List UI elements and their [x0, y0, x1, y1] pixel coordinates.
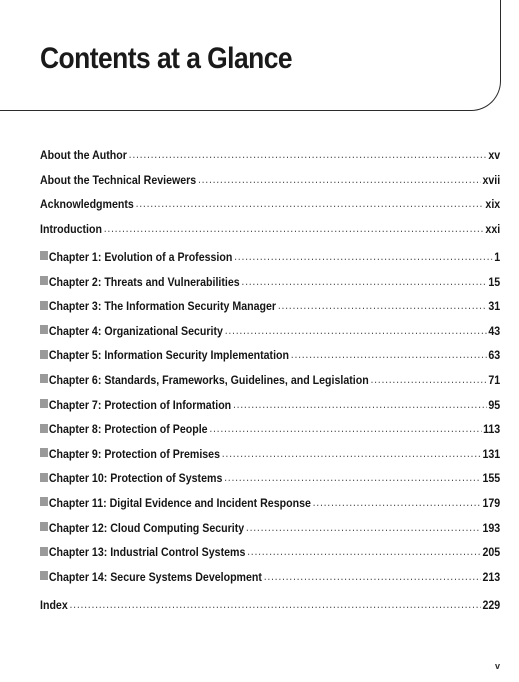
toc-entry-title: Chapter 2: Threats and Vulnerabilities: [48, 274, 240, 289]
toc-entry-chapter-2[interactable]: [40, 274, 501, 299]
toc-page-number: 229: [482, 597, 501, 612]
dot-leader: [370, 371, 486, 387]
dot-leader: [233, 396, 487, 412]
toc-entry-chapter-3[interactable]: [40, 298, 501, 323]
toc-entry-title: About the Technical Reviewers: [40, 172, 197, 187]
toc-entry-technical-reviewers[interactable]: [40, 172, 501, 197]
toc-page-number: 63: [488, 348, 501, 363]
dot-leader: [198, 171, 481, 187]
dot-leader: [264, 568, 481, 584]
toc-page-number: 43: [488, 323, 501, 338]
square-bullet-icon: [40, 350, 48, 359]
square-bullet-icon: [40, 399, 48, 408]
toc-entry-title: Chapter 8: Protection of People: [48, 422, 208, 437]
toc-entry-title: Chapter 7: Protection of Information: [48, 397, 232, 412]
toc-page-number: 71: [488, 372, 501, 387]
toc-page-number: 179: [482, 495, 501, 510]
toc-entry-title: Chapter 3: The Information Security Manager: [48, 299, 277, 314]
toc-entry-title: About the Author: [40, 148, 127, 162]
square-bullet-icon: [40, 522, 48, 531]
dot-leader: [225, 322, 487, 338]
square-bullet-icon: [40, 251, 48, 260]
square-bullet-icon: [40, 374, 48, 383]
toc-page-number: xv: [488, 148, 501, 162]
page-folio: v: [494, 661, 500, 671]
dot-leader: [313, 494, 481, 510]
toc-entry-chapter-9[interactable]: [40, 446, 501, 471]
dot-leader: [291, 346, 487, 362]
toc-entry-title: Chapter 13: Industrial Control Systems: [48, 545, 246, 560]
dot-leader: [209, 420, 481, 436]
square-bullet-icon: [40, 325, 48, 334]
toc-page-number: 31: [488, 299, 501, 314]
toc-entry-title: Introduction: [40, 221, 102, 236]
toc-page-number: 95: [488, 397, 501, 412]
toc-entry-acknowledgments[interactable]: [40, 196, 501, 221]
toc-entry-title: Chapter 9: Protection of Premises: [48, 446, 221, 461]
square-bullet-icon: [40, 301, 48, 310]
toc-entry-title: Chapter 12: Cloud Computing Security: [48, 520, 245, 535]
toc-page-number: xxi: [485, 221, 501, 236]
toc-page-number: 131: [482, 446, 501, 461]
square-bullet-icon: [40, 276, 48, 285]
toc-page-number: 113: [483, 422, 501, 437]
dot-leader: [70, 596, 481, 612]
toc-entry-title: Index: [40, 597, 68, 612]
dot-leader: [136, 195, 484, 211]
toc-entry-title: Chapter 14: Secure Systems Development: [48, 569, 262, 584]
toc-page-number: 155: [482, 471, 501, 486]
toc-page-number: 1: [494, 249, 501, 264]
toc-entry-title: Chapter 11: Digital Evidence and Incident Response: [48, 495, 311, 510]
toc-page-number: xvii: [482, 172, 501, 187]
toc-page-number: 213: [482, 569, 501, 584]
dot-leader: [224, 469, 481, 485]
dot-leader: [222, 445, 481, 461]
dot-leader: [278, 297, 487, 313]
square-bullet-icon: [40, 571, 48, 580]
dot-leader: [247, 543, 481, 559]
toc-page-number: 205: [482, 545, 501, 560]
toc-entry-title: Acknowledgments: [40, 197, 134, 212]
square-bullet-icon: [40, 448, 48, 457]
toc-entry-chapter-4[interactable]: [40, 323, 501, 348]
toc-entry-chapter-12[interactable]: [40, 520, 501, 545]
square-bullet-icon: [40, 424, 48, 433]
square-bullet-icon: [40, 473, 48, 482]
toc-page-number: xix: [485, 197, 501, 212]
toc-entry-chapter-13[interactable]: [40, 544, 501, 569]
toc-entry-about-author[interactable]: [40, 147, 501, 172]
toc-entry-chapter-10[interactable]: [40, 470, 501, 495]
toc-entry-chapter-1[interactable]: [40, 249, 501, 274]
toc-page-number: 193: [482, 520, 501, 535]
toc-entry-chapter-6[interactable]: [40, 372, 501, 397]
dot-leader: [246, 519, 481, 535]
dot-leader: [104, 220, 484, 236]
toc-entry-index[interactable]: [40, 597, 501, 622]
toc-entry-chapter-14[interactable]: [40, 569, 501, 594]
toc-entry-title: Chapter 4: Organizational Security: [48, 323, 223, 338]
page-title: Contents at a Glance: [40, 42, 293, 75]
dot-leader: [129, 146, 487, 162]
toc-entry-title: Chapter 5: Information Security Implementation: [48, 348, 290, 363]
toc-entry-chapter-11[interactable]: [40, 495, 501, 520]
toc-entry-title: Chapter 6: Standards, Frameworks, Guidelines, and Legislation: [48, 372, 369, 387]
dot-leader: [234, 248, 492, 264]
toc-page-number: 15: [488, 274, 501, 289]
toc-entry-title: Chapter 10: Protection of Systems: [48, 471, 223, 486]
toc-entry-introduction[interactable]: [40, 221, 501, 246]
toc-entry-chapter-5[interactable]: [40, 347, 501, 372]
square-bullet-icon: [40, 547, 48, 556]
table-of-contents: [40, 147, 501, 621]
toc-entry-chapter-7[interactable]: [40, 397, 501, 422]
dot-leader: [241, 273, 486, 289]
toc-entry-title: Chapter 1: Evolution of a Profession: [48, 249, 233, 264]
square-bullet-icon: [40, 497, 48, 506]
toc-entry-chapter-8[interactable]: [40, 421, 501, 446]
